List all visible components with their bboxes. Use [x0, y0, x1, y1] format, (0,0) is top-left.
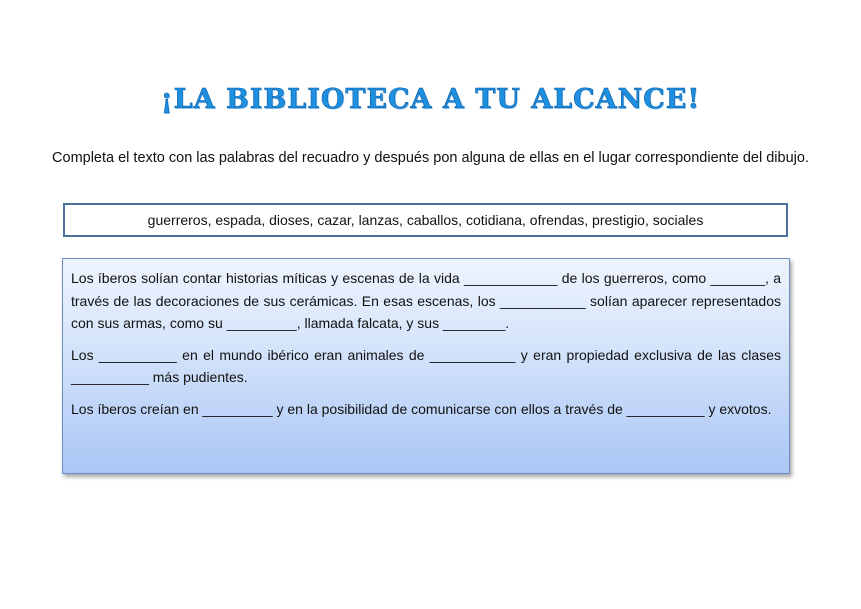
word-bank-text: guerreros, espada, dioses, cazar, lanzas, caballos, cotidiana, ofrendas, prestigio, sociales — [147, 212, 704, 228]
paragraph-2: Los __________ en el mundo ibérico eran animales de ___________ y eran propiedad exclusiva de las clases __________ más pudientes. — [71, 346, 781, 385]
word-bank-box — [63, 203, 788, 237]
fill-in-text-box — [62, 258, 790, 474]
page-title: ¡LA BIBLIOTECA A TU ALCANCE! — [160, 84, 701, 115]
paragraph-1: Los íberos solían contar historias míticas y escenas de la vida ____________ de los guerreros, como _______, a través de las decoraciones de sus cerámicas. En esas escenas, los ___________ solían aparecer representados con sus armas, como su _________, llamada falcata, y sus ________. — [71, 270, 781, 331]
paragraph-3: Los íberos creían en _________ y en la posibilidad de comunicarse con ellos a través de __________ y exvotos. — [71, 400, 772, 417]
instructions-text: Completa el texto con las palabras del recuadro y después pon alguna de ellas en el lugar correspondiente del dibujo. — [52, 150, 809, 166]
